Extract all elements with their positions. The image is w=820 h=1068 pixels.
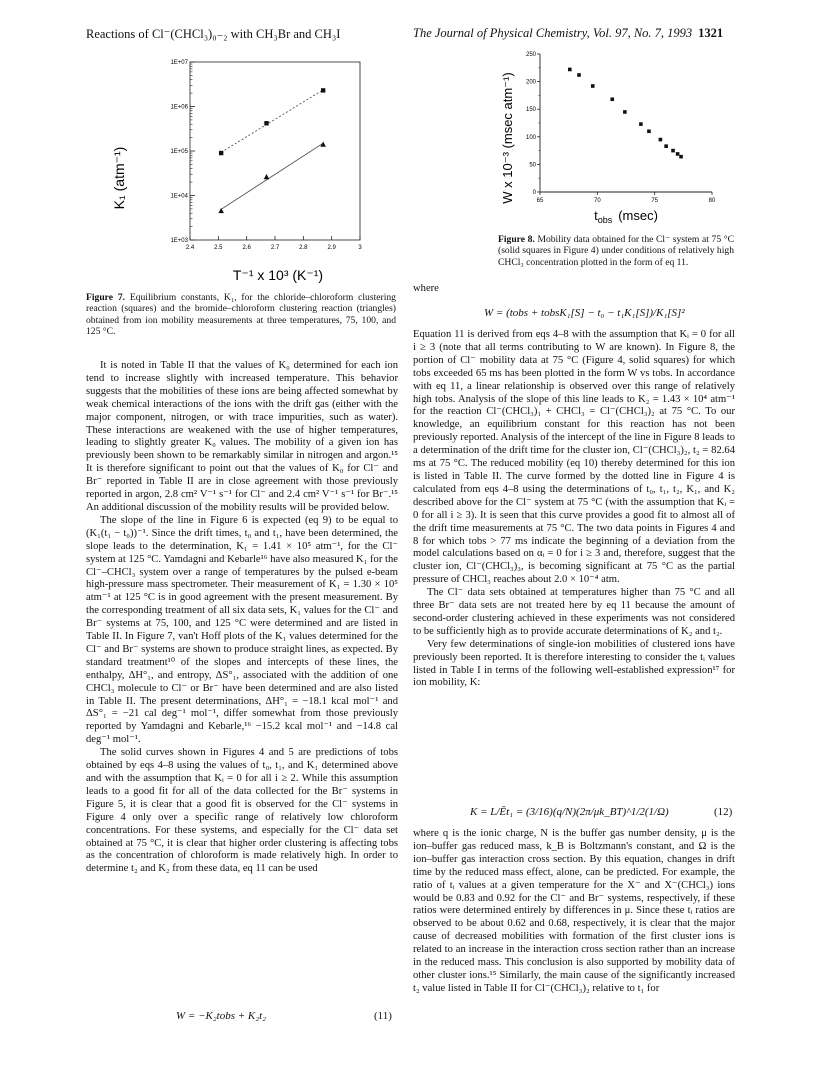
figure-7-x-axis-label: T⁻¹ x 10³ (K⁻¹)	[232, 267, 324, 283]
right-column-tail	[413, 828, 735, 996]
left-column	[86, 360, 398, 876]
figure-7-chloride-point	[219, 151, 223, 155]
figure-8-data-point	[664, 144, 668, 148]
running-header-right	[413, 26, 723, 41]
figure-8-data-point	[568, 68, 572, 72]
paragraph-single-ion-mobilities: Very few determinations of single-ion mobilities of clustered ions have previously been reported. It is therefore interesting to consider the tᵢ values listed in Table I in terms of the following well-established expression¹⁷ for ion mobility, K:	[413, 638, 735, 689]
figure-7-chloride-point	[321, 88, 325, 92]
figure-7-x-tick-label: 2.5	[214, 245, 223, 251]
figure-8-x-label-sub: obs	[597, 215, 613, 225]
figure-7-chloride-point	[264, 121, 268, 125]
figure-8-axes	[526, 52, 716, 204]
figure-8-x-tick-label: 80	[708, 198, 716, 204]
equation-w-definition: W = (tobs + tobsK₁[S] − t₀ − t₁K₁[S])/K₁[S]²	[484, 307, 685, 319]
right-column	[413, 329, 735, 690]
figure-8-x-label-unit: (msec)	[618, 208, 658, 223]
figure-7-y-tick-label: 1E+04	[170, 193, 188, 200]
figure-8-data-point	[671, 149, 675, 153]
figure-8-y-tick-label: 50	[529, 162, 536, 169]
figure-8-data-point	[659, 138, 663, 142]
figure-8-data-point	[639, 122, 643, 126]
figure-8-caption-text: Mobility data obtained for the Cl⁻ system at 75 °C (solid squares in Figure 4) under conditions of relatively high CHCl₃ concentration plotted in the form of eq 11.	[498, 234, 734, 268]
figure-7-x-tick-label: 2.8	[299, 245, 308, 251]
paragraph-k0-values: It is noted in Table II that the values of K₀ determined for each ion tend to increase slightly with increased temperature. This behavior suggests that the mobilities of these ions are being affected somewhat by weak chemical interactions of the ions with the drift gas (either with the major component, nitrogen, or with trace impurities, such as water). These interactions are weakened with the use of higher temperatures, leading to slightly greater K₀ values. The mobility of a given ion has previously been shown to be remarkably similar in nitrogen and argon.¹⁵ It is therefore significant to point out that the values of K₀ for Cl⁻ and Br⁻ reported in Table II are in close agreement with those previously reported in argon, 2.8 cm² V⁻¹ s⁻¹ for Cl⁻ and 2.4 cm² V⁻¹ s⁻¹ for Br⁻.¹⁵ An additional discussion of the mobility results will be provided below.	[86, 360, 398, 513]
paragraph-cl-data-sets: The Cl⁻ data sets obtained at temperatures higher than 75 °C and all three Br⁻ data sets are not treated here by eq 11 because the amount of second-order clustering achieved in these experiments was not considered to be sufficiently high as to provide accurate determinations of K₂ and t₂.	[413, 587, 735, 637]
figure-7-chloride-fit-line	[221, 90, 323, 152]
right-column-where	[413, 283, 735, 296]
paragraph-k1-determination: The slope of the line in Figure 6 is expected (eq 9) to be equal to (K₁(t₁ − t₀))⁻¹. Since the drift times, t₀ and t₁, have been determined, the slope leads to the determination, K₁ = 1.41 × 10⁵ atm⁻¹, for the Cl⁻ system at 125 °C. Yamdagni and Kebarle¹⁶ have also measured K₁ for the Cl⁻–CHCl₃ system over a range of temperatures by the pulsed e-beam high-pressure mass spectrometer. Their measurement of K₁ = 1.30 × 10⁵ atm⁻¹ at 125 °C is in good agreement with the present measurement. By the corresponding treatment of all six data sets, K₁ values for the Cl⁻ and Br⁻ systems at 75, 100, and 125 °C were determined and are listed in Table II. In Figure 7, van't Hoff plots of the K₁ values determined for the Cl⁻ and Br⁻ systems are shown to produce straight lines, as expected. By standard treatment¹⁰ of the slopes and intercepts of these lines, the enthalpy, ΔH°₁, and entropy, ΔS°₁, associated with the addition of one CHCl₃ molecule to Cl⁻ or Br⁻ have been determined and are also listed in Table II. The present determinations, ΔH°₁ = −18.1 kcal mol⁻¹ and ΔS°₁ = −21 cal deg⁻¹ mol⁻¹, differ somewhat from those previously reported by Yamdagni and Kebarle,¹⁶ −15.2 kcal mol⁻¹ and −14.8 cal deg⁻¹ mol⁻¹.	[86, 514, 398, 746]
figure-7-bromide-fit-line	[221, 143, 323, 209]
paragraph-mobility-expression: where q is the ionic charge, N is the buffer gas number density, μ is the ion–buffer gas reduced mass, k_B is Boltzmann's constant, and Ω is the ion–buffer gas interaction cross section. By this equation, changes in drift time by the reduced mass effect, alone, can be predicted. For example, the ratio of tᵢ values at a given temperature for the X⁻ and X⁻(CHCl₃) ions would be 0.83 and 0.92 for the Cl⁻ and Br⁻ systems, respectively, if these ratios were determined entirely by differences in μ. Since these tᵢ ratios are observed to be about 0.62 and 0.68, respectively, it is clear that the major cause of decreased mobilities with formation of the first cluster ions is related to an increase in the interaction cross section rather than an increase in the reduced mass. This conclusion is also supported by mobility data of other cluster ions.¹⁵ Similarly, the main cause of the significantly increased t₂ value listed in Table II for Cl⁻(CHCl₃)₂ relative to t₁ for	[413, 828, 735, 994]
where-label: where	[413, 283, 439, 294]
paragraph-equation-11: Equation 11 is derived from eqs 4–8 with the assumption that Kᵢ = 0 for all i ≥ 3 (note that all terms contributing to W are known). In Figure 8, the portion of Cl⁻ mobility data at 75 °C (Figure 4, solid squares) for which tobs exceeded 65 ms has been plotted in the form W vs tobs. In accordance with eq 11, a linear relationship is observed over this range of relatively high tobs. Analysis of the slope of this line leads to K₂ = 1.43 × 10⁴ atm⁻¹ for the reaction Cl⁻(CHCl₃)₁ + CHCl₃ = Cl⁻(CHCl₃)₂ at 75 °C. To our knowledge, an equilibrium constant for this reaction has not been previously reported. Analysis of the intercept of the line in Figure 8 leads to a determination of the drift time for the cluster ion, Cl⁻(CHCl₃)₂, t₂ = 82.64 ms at 75 °C. The reduced mobility (eq 10) thereby determined for this ion is listed in Table II. The curve formed by the dotted line in Figure 4 is calculated from eqs 4–8 using the determinations of t₀, t₁, t₂, K₁, and K₂ described above for the Cl⁻ system at 75 °C (with the assumption that Kᵢ = 0 for all i ≥ 3). It is seen that this curve provides a good fit to almost all of the drift time measurements at 75 °C. The two data points in Figures 4 and 8 for which tobs > 77 ms indicate the beginning of a deviation from the model calculations based on αᵢ = 0 for i ≥ 3 and, therefore, suggest that the cluster ion, Cl⁻(CHCl₃)₃, is becoming significant at 75 °C as the partial pressure of CHCl₃ reaches about 2.0 × 10⁻⁴ atm.	[413, 329, 735, 586]
figure-8-data-point	[676, 152, 680, 156]
figure-7-chart	[86, 50, 396, 290]
figure-8-x-label-t: t	[594, 208, 598, 223]
equation-12: K = L/Ēt₁ = (3/16)(q/N)(2π/μk_BT)^1/2(1/Ω)	[470, 806, 669, 818]
figure-7-caption	[86, 292, 396, 337]
figure-7-axes	[170, 60, 362, 251]
figure-8-y-tick-label: 200	[525, 79, 536, 86]
figure-8-data-point	[623, 110, 627, 114]
running-header-left: Reactions of Cl⁻(CHCl₃)₀₋₂ with CH₃Br and CH₃I	[86, 27, 341, 41]
paragraph-solid-curves: The solid curves shown in Figures 4 and 5 are predictions of tobs obtained by eqs 4–8 using the values of t₀, t₁, and K₁ determined above and with the assumption that Kᵢ = 0 for all i ≥ 2. While this assumption leads to a good fit for all of the data collected for the Br⁻ systems in Figure 5, it is clear that a good fit is observed for the Cl⁻ systems in Figure 4 only over a specific range of relatively low chloroform concentrations. For these systems, and especially for the Cl⁻ data set obtained at 75 °C, it is clear that higher order clustering is affecting tobs as the concentration of chloroform is made relatively high. In order to determine t₂ and K₂ from these data, eq 11 can be used	[86, 747, 398, 875]
figure-8-x-tick-label: 75	[651, 198, 659, 204]
figure-8-data-point	[679, 155, 683, 159]
figure-8-chart	[498, 46, 738, 236]
page-number: 1321	[698, 26, 724, 40]
figure-8-x-axis-label	[594, 208, 658, 225]
journal-citation: The Journal of Physical Chemistry, Vol. 97, No. 7, 1993	[413, 26, 693, 40]
figure-7-plot-frame	[190, 62, 360, 240]
figure-8-y-axis-label: W x 10⁻³ (msec atm⁻¹)	[500, 72, 515, 204]
figure-7-x-tick-label: 2.6	[242, 245, 251, 251]
figure-8-data-point	[610, 97, 614, 101]
figure-7-x-tick-label: 2.9	[327, 245, 336, 251]
equation-11-number: (11)	[374, 1010, 392, 1022]
figure-8-caption	[498, 234, 734, 268]
figure-8-data-point	[577, 73, 581, 77]
figure-7-y-axis-label: K₁ (atm⁻¹)	[111, 146, 127, 210]
figure-8-data-point	[591, 84, 595, 88]
figure-8-data-point	[647, 129, 651, 133]
figure-7-x-tick-label: 3	[358, 245, 362, 251]
equation-11: W = −K₂tobs + K₂t₂	[176, 1010, 266, 1022]
figure-7-caption-text: Equilibrium constants, K₁, for the chloride–chloroform clustering reaction (squares) and the bromide–chloroform clustering reaction (triangles) obtained from ion mobility measurements at three temperatures, 75, 100, and 125 °C.	[86, 292, 396, 337]
figure-8-y-tick-label: 150	[525, 107, 536, 114]
equation-12-number: (12)	[714, 806, 733, 818]
figure-7-x-tick-label: 2.7	[270, 245, 280, 251]
figure-8-x-tick-label: 65	[536, 198, 544, 204]
figure-7-bromide-point	[264, 174, 270, 179]
figure-8-y-tick-label: 250	[525, 52, 536, 58]
figure-8-caption-label: Figure 8.	[498, 234, 535, 245]
figure-7-bromide-point	[218, 208, 224, 213]
figure-8-y-tick-label: 100	[525, 134, 536, 141]
figure-7-y-tick-label: 1E+07	[170, 60, 188, 66]
figure-7-y-tick-label: 1E+03	[170, 238, 188, 244]
figure-7-y-tick-label: 1E+05	[170, 149, 188, 155]
figure-8-y-tick-label: 0	[532, 190, 536, 196]
figure-7-caption-label: Figure 7.	[86, 292, 126, 303]
figure-8-x-tick-label: 70	[593, 198, 601, 204]
figure-7-x-tick-label: 2.4	[185, 245, 195, 251]
figure-7-y-tick-label: 1E+06	[170, 104, 188, 111]
